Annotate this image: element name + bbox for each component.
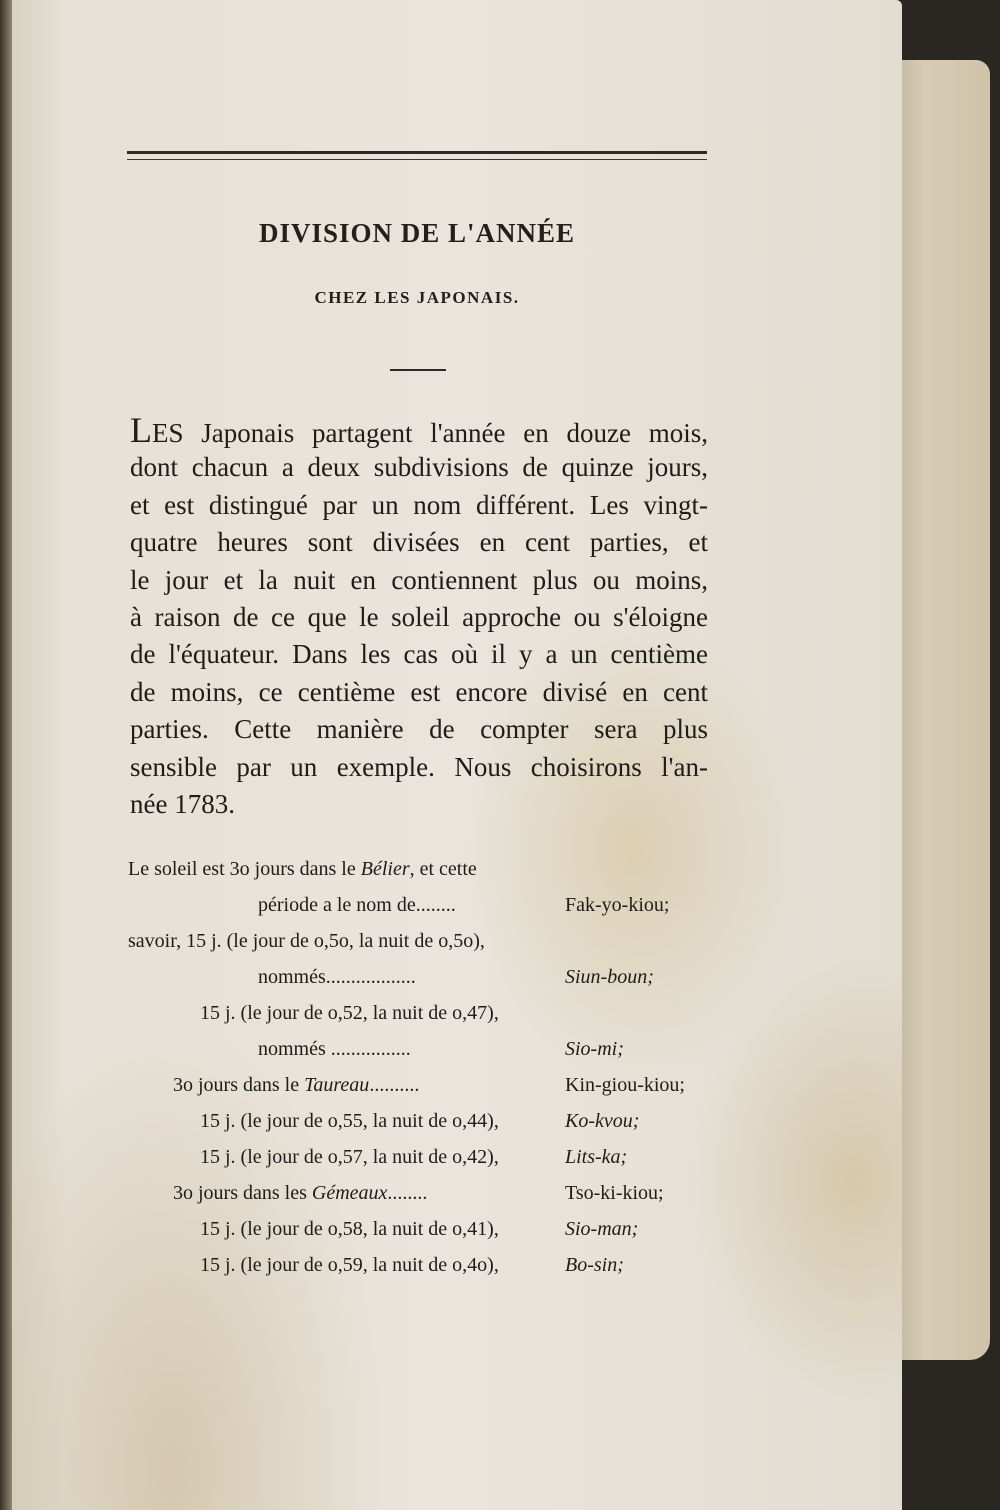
list-row: savoir, 15 j. (le jour de o,5o, la nuit de o,5o), — [128, 930, 485, 952]
chapter-subtitle: CHEZ LES JAPONAIS. — [314, 288, 520, 307]
paragraph-line: parties. Cette manière de compter sera plus — [130, 714, 708, 745]
header-thin-rule — [127, 159, 707, 160]
paragraph-line: quatre heures sont divisées en cent parties, et — [130, 527, 708, 558]
header-thick-rule — [127, 151, 707, 154]
paragraph-line: sensible par un exemple. Nous choisirons l'an- — [130, 751, 708, 782]
list-row: Le soleil est 3o jours dans le Bélier, et cette — [128, 858, 477, 880]
paragraph-line: de moins, ce centième est encore divisé en cent — [130, 676, 708, 707]
paragraph-line: le jour et la nuit en contiennent plus ou moins, — [130, 564, 708, 595]
paragraph-line: dont chacun a deux subdivisions de quinze jours, — [130, 452, 708, 483]
paragraph-line: et est distingué par un nom différent. Les vingt- — [130, 489, 708, 520]
paragraph-line: née 1783. — [130, 788, 235, 819]
body-paragraph — [130, 412, 708, 823]
title-separator-rule — [390, 369, 446, 371]
book-page: DIVISION DE L'ANNÉE CHEZ LES JAPONAIS. LES Japonais partagent l'année en douze mois, dont chacun a deux subdivisions de quinze jours, et est distingué par un nom différent. Les vingt- quatre heures sont divisées en cent parties, et le jour et la nuit en contiennent plus ou moins, à raison de ce que le soleil approche ou s'éloigne de l'équateur. Dans les cas où il y a un centième de moins, ce centième est encore divisé en cent parties. Cette manière de compter sera plus sensible par un exemple. Nous choisirons l'an- née 1783. Le soleil est 3o jours dans le Bélier, et cette période a le nom de........ Fak-yo-kiou; savoir, 15 j. (le jour de o,5o, la nuit de o,5o), nommés.................. Siun-boun; 15 j. (le jour de o,52, la nuit de o,47), nommés ................ Sio-mi; 3o jours dans le Taureau.......... Kin-giou-kiou; 15 j. (le jour de o,55, la nuit de o,44), Ko-kvou; 15 j. (le jour de o,57, la nuit de o,42), Lits-ka; 3o jours dans les Gémeaux........ Tso-ki-kiou; 15 j. (le jour de o,58, la nuit de o,41), Sio-man; 15 j. (le jour de o,59, la nuit de o,4o), Bo-sin; — [12, 0, 902, 1510]
list-row: 15 j. (le jour de o,52, la nuit de o,47), — [200, 1002, 499, 1024]
chapter-title: DIVISION DE L'ANNÉE — [258, 218, 576, 248]
drop-letter: L — [130, 410, 152, 450]
paragraph-line: LES Japonais partagent l'année en douze mois, — [130, 410, 708, 450]
paragraph-line: de l'équateur. Dans les cas où il y a un centième — [130, 639, 708, 670]
paragraph-line: à raison de ce que le soleil approche ou s'éloigne — [130, 601, 708, 632]
